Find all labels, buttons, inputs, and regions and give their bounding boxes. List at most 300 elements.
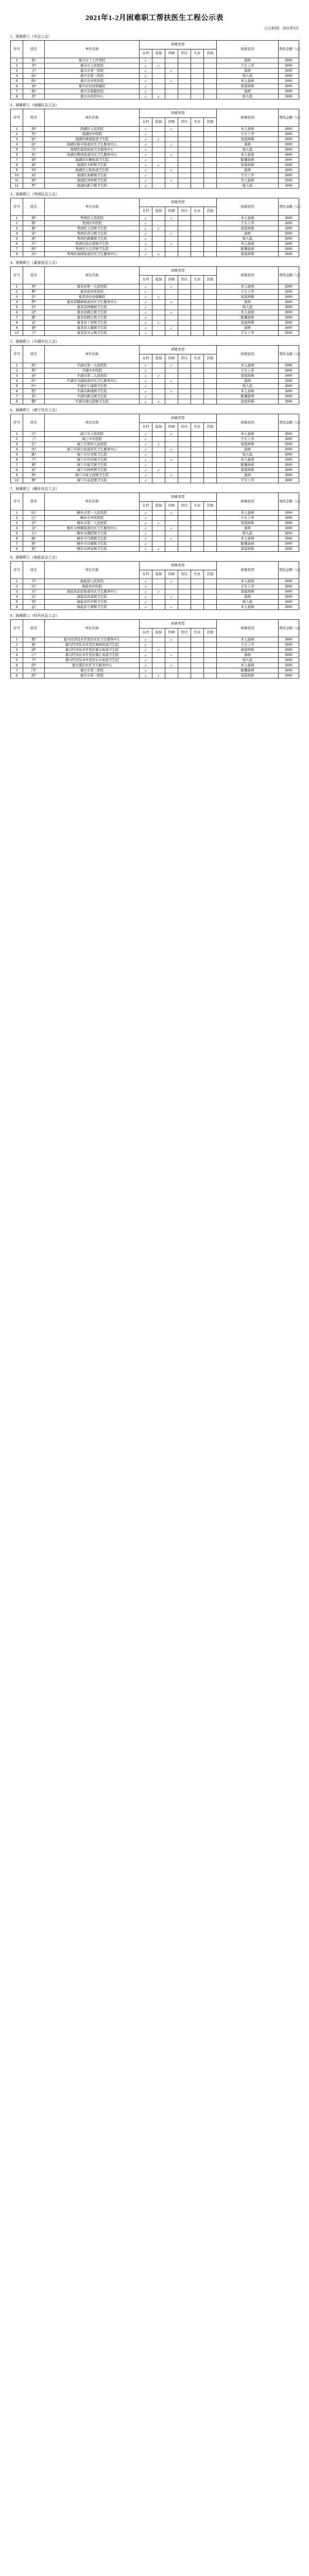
table-cell: 家庭困难 [217, 374, 279, 379]
table-cell [165, 315, 178, 320]
table-row [11, 236, 299, 242]
table-cell [191, 326, 204, 331]
table-cell [152, 183, 165, 189]
header-cell: 姓名 [23, 346, 45, 363]
header-cell: 困难原因 [217, 267, 279, 284]
subheader-cell: 因灾 [178, 118, 191, 127]
table-cell: 8 [11, 468, 23, 473]
table-cell [204, 300, 217, 305]
table-cell [152, 58, 165, 63]
table-cell: 3000 [279, 457, 299, 463]
table-cell [204, 437, 217, 442]
table-cell [204, 69, 217, 74]
table-cell: ✓ [140, 142, 152, 147]
table-cell [191, 127, 204, 132]
table-cell [165, 584, 178, 589]
table-cell [165, 221, 178, 226]
table-cell: ✓ [152, 468, 165, 473]
table-cell [204, 147, 217, 152]
table-cell: 家庭困难 [217, 137, 279, 142]
table-cell: 6 [11, 536, 23, 541]
table-cell: ✓ [140, 178, 152, 183]
table-cell [165, 442, 178, 447]
table-cell: 3000 [279, 541, 299, 547]
table-cell: 陈* [23, 79, 45, 84]
table-cell [191, 547, 204, 552]
table-cell [152, 173, 165, 178]
table-cell: 田* [23, 310, 45, 315]
table-cell [191, 242, 204, 247]
table-cell: ✓ [165, 663, 178, 668]
table-cell [191, 320, 204, 326]
table-cell [165, 84, 178, 89]
table-cell [152, 368, 165, 374]
table-cell: 3000 [279, 379, 299, 384]
header-cell: 序号 [11, 41, 23, 58]
header-cell: 困难原因 [217, 109, 279, 127]
table-cell [152, 511, 165, 516]
table-cell: 海宁市人民医院 [45, 432, 140, 437]
table-cell: ✓ [165, 326, 178, 331]
section-title: 1、困难职工（市总工会） [10, 35, 52, 39]
table-cell: 2 [11, 63, 23, 69]
table-cell [178, 457, 191, 463]
table-cell: 3 [11, 374, 23, 379]
table-cell: 2 [11, 516, 23, 521]
table-row [11, 84, 299, 89]
table-cell [191, 132, 204, 137]
table-cell [165, 252, 178, 257]
table-cell: 段* [23, 673, 45, 679]
table-row [11, 163, 299, 168]
table-row [11, 379, 299, 384]
table-cell [178, 600, 191, 605]
table-cell [165, 331, 178, 336]
table-cell: 嘉善县魏塘街道社区卫生服务中心 [45, 300, 140, 305]
table-row [11, 600, 299, 605]
table-cell [191, 584, 204, 589]
table-cell [152, 363, 165, 368]
table-cell: 嘉兴市妇幼保健院 [45, 84, 140, 89]
header-cell: 单位名称 [45, 267, 140, 284]
table-cell: 收入低 [217, 74, 279, 79]
table-cell: 3000 [279, 589, 299, 595]
table-row [11, 541, 299, 547]
table-cell [152, 152, 165, 158]
table-cell [178, 127, 191, 132]
header-cell: 姓名 [23, 41, 45, 58]
table-cell: 秀洲区洪合镇卫生院 [45, 231, 140, 236]
table-cell: ✓ [140, 663, 152, 668]
table-row [11, 310, 299, 315]
table-cell: 3000 [279, 389, 299, 394]
table-cell [152, 158, 165, 163]
table-cell [191, 399, 204, 404]
table-cell: 3000 [279, 58, 299, 63]
table-row [11, 648, 299, 653]
table-cell: 3000 [279, 368, 299, 374]
table-cell: 朱* [23, 152, 45, 158]
table-cell: 秀洲区中医院 [45, 221, 140, 226]
table-cell: 3 [11, 137, 23, 142]
table-cell [191, 511, 204, 516]
table-cell: 宋* [23, 231, 45, 236]
table-cell [178, 452, 191, 457]
table-cell [178, 516, 191, 521]
table-cell: ✓ [165, 579, 178, 584]
table-cell: 5 [11, 384, 23, 389]
table-cell: 嘉兴市工人疗养院 [45, 58, 140, 63]
table-cell: 南湖区七星街道卫生院 [45, 168, 140, 173]
table-cell: 6 [11, 84, 23, 89]
table-cell [204, 132, 217, 137]
table-cell: 本人患病 [217, 242, 279, 247]
table-cell [152, 300, 165, 305]
page-title: 2021年1-2月困难职工帮扶医生工程公示表 [85, 14, 224, 22]
table-cell [204, 473, 217, 478]
table-cell: 3000 [279, 142, 299, 147]
table-cell: 3000 [279, 605, 299, 610]
table-cell: 叶* [23, 384, 45, 389]
table-cell: 本人患病 [217, 310, 279, 315]
table-cell [178, 310, 191, 315]
table-cell: 收入低 [217, 183, 279, 189]
table-cell [191, 58, 204, 63]
section-title: 5、困难职工（平湖市总工会） [10, 340, 59, 344]
table-cell: 廖* [23, 536, 45, 541]
table-cell [191, 231, 204, 236]
table-cell: 本人患病 [217, 432, 279, 437]
table-cell: 3 [11, 69, 23, 74]
table-cell [152, 447, 165, 452]
table-cell: ✓ [140, 642, 152, 648]
table-row [11, 595, 299, 600]
table-cell: 嘉兴经济技术开发区嘉北街道卫生院 [45, 648, 140, 653]
subheader-cell: 因病 [165, 502, 178, 511]
header-cell: 帮扶金额（元） [279, 109, 299, 127]
sections-container [10, 34, 303, 679]
table-cell [204, 74, 217, 79]
table-cell [178, 547, 191, 552]
table-row [11, 221, 299, 226]
table-cell: ✓ [140, 183, 152, 189]
table-cell: 3000 [279, 152, 299, 158]
table-row [11, 58, 299, 63]
table-cell [204, 673, 217, 679]
table-cell: 3000 [279, 663, 299, 668]
table-cell [165, 305, 178, 310]
table-cell: ✓ [140, 653, 152, 658]
table-cell: 3000 [279, 63, 299, 69]
table-cell: 3000 [279, 600, 299, 605]
table-cell [178, 673, 191, 679]
table-cell: 3000 [279, 642, 299, 648]
table-row [11, 536, 299, 541]
table-cell [191, 384, 204, 389]
subheader-cell: 因灾 [178, 423, 191, 432]
table-cell: ✓ [152, 163, 165, 168]
table-cell [152, 541, 165, 547]
subheader-cell: 其他 [204, 207, 217, 216]
table-cell: ✓ [165, 69, 178, 74]
table-cell: ✓ [165, 300, 178, 305]
table-cell: 3000 [279, 531, 299, 536]
table-cell: 何* [23, 168, 45, 173]
table-cell: 余* [23, 374, 45, 379]
table-cell: 邱* [23, 648, 45, 653]
table-cell [165, 547, 178, 552]
table-cell: ✓ [165, 432, 178, 437]
table-cell: 患病 [217, 142, 279, 147]
table-cell: ✓ [140, 226, 152, 231]
table-row [11, 242, 299, 247]
table-cell: ✓ [152, 94, 165, 99]
table-row [11, 158, 299, 163]
table-cell: 本人患病 [217, 605, 279, 610]
table-cell: 嘉善县陶庄镇卫生院 [45, 315, 140, 320]
table-row [11, 374, 299, 379]
table-cell: ✓ [140, 442, 152, 447]
table-row [11, 637, 299, 642]
table-cell: ✓ [140, 437, 152, 442]
table-cell: 4 [11, 595, 23, 600]
table-cell [165, 521, 178, 526]
table-cell: 吕* [23, 432, 45, 437]
table-cell: 南湖区大桥镇卫生院 [45, 163, 140, 168]
table-cell: ✓ [140, 668, 152, 673]
section-title: 7、困难职工（桐乡市总工会） [10, 487, 59, 491]
table-cell [191, 389, 204, 394]
table-cell: ✓ [165, 127, 178, 132]
table-cell: ✓ [140, 290, 152, 295]
table-cell: ✓ [140, 295, 152, 300]
table-cell [165, 132, 178, 137]
table-cell [191, 152, 204, 158]
table-cell: 家庭困难 [217, 295, 279, 300]
table-cell: 配偶患病 [217, 463, 279, 468]
table-cell [178, 305, 191, 310]
table-cell [178, 326, 191, 331]
table-cell [204, 584, 217, 589]
subheader-cell: 其他 [204, 423, 217, 432]
table-cell [178, 368, 191, 374]
table-cell: 5 [11, 600, 23, 605]
subheader-cell: 其他 [204, 502, 217, 511]
table-row [11, 363, 299, 368]
table-cell: ✓ [140, 658, 152, 663]
header-cell: 单位名称 [45, 562, 140, 579]
table-cell: ✓ [152, 374, 165, 379]
table-row [11, 290, 299, 295]
table-row [11, 432, 299, 437]
table-cell: 子女上学 [217, 331, 279, 336]
table-cell: 11 [11, 178, 23, 183]
table-cell [178, 137, 191, 142]
table-cell [204, 637, 217, 642]
table-cell [191, 653, 204, 658]
table-cell: 3000 [279, 221, 299, 226]
table-cell [178, 252, 191, 257]
table-cell: ✓ [140, 547, 152, 552]
table-cell: 苏* [23, 394, 45, 399]
table-cell: 3000 [279, 168, 299, 173]
table-cell: 本人患病 [217, 216, 279, 221]
table-cell: 秀洲区王店镇卫生院 [45, 226, 140, 231]
table-cell [165, 147, 178, 152]
table-row [11, 521, 299, 526]
section-title: 6、困难职工（海宁市总工会） [10, 408, 59, 412]
table-cell [178, 584, 191, 589]
table-cell: 闫* [23, 668, 45, 673]
table-cell [204, 183, 217, 189]
table-cell [178, 300, 191, 305]
table-cell [191, 447, 204, 452]
header-row [11, 620, 299, 629]
header-cell: 序号 [11, 562, 23, 579]
table-cell [152, 584, 165, 589]
table-cell: 林* [23, 178, 45, 183]
header-cell: 单位名称 [45, 620, 140, 637]
table-row [11, 305, 299, 310]
table-row [11, 69, 299, 74]
header-cell: 单位名称 [45, 198, 140, 216]
table-cell: 10 [11, 331, 23, 336]
table-cell: ✓ [140, 147, 152, 152]
table-cell [152, 536, 165, 541]
table-cell [165, 531, 178, 536]
table-cell [178, 168, 191, 173]
table-cell [178, 521, 191, 526]
table-cell: 患病 [217, 653, 279, 658]
header-cell: 姓名 [23, 109, 45, 127]
table-cell: 南湖区新丰镇卫生院 [45, 183, 140, 189]
table-cell: 桐乡市乌镇镇卫生院 [45, 536, 140, 541]
table-cell [165, 478, 178, 483]
table-cell: 崔* [23, 468, 45, 473]
table-cell: 8 [11, 399, 23, 404]
table-cell: ✓ [165, 536, 178, 541]
table-cell [165, 668, 178, 673]
table-cell: 收入低 [217, 658, 279, 663]
table-cell: 海宁市第四人民医院 [45, 442, 140, 447]
table-cell [178, 84, 191, 89]
table-cell [204, 231, 217, 236]
subheader-cell: 因灾 [178, 502, 191, 511]
table-cell: 3000 [279, 247, 299, 252]
table-cell [191, 173, 204, 178]
table-cell: 海盐县中医院 [45, 584, 140, 589]
table-cell [178, 132, 191, 137]
beneficiary-table [10, 561, 303, 610]
subheader-cell: 因病 [165, 276, 178, 284]
table-cell [191, 84, 204, 89]
table-cell: 家庭困难 [217, 468, 279, 473]
table-cell [178, 526, 191, 531]
table-cell: 3000 [279, 331, 299, 336]
subheader-cell: 因病 [165, 207, 178, 216]
table-cell: 邹* [23, 600, 45, 605]
beneficiary-table [10, 619, 303, 679]
table-cell: ✓ [140, 132, 152, 137]
table-cell [204, 79, 217, 84]
table-cell [204, 653, 217, 658]
header-cell: 单位名称 [45, 414, 140, 432]
table-cell [204, 463, 217, 468]
header-cell: 困难类型 [140, 109, 217, 118]
header-cell: 姓名 [23, 493, 45, 511]
header-cell: 帮扶金额（元） [279, 198, 299, 216]
table-cell: 海宁市盐官镇卫生院 [45, 463, 140, 468]
table-cell [152, 668, 165, 673]
table-cell [152, 600, 165, 605]
table-cell: ✓ [140, 673, 152, 679]
header-cell: 单位名称 [45, 493, 140, 511]
table-cell [178, 216, 191, 221]
table-cell [204, 158, 217, 163]
table-cell: 3000 [279, 399, 299, 404]
table-cell [191, 516, 204, 521]
table-cell: 南湖区东栅街道卫生院 [45, 158, 140, 163]
table-cell [152, 379, 165, 384]
table-cell [178, 94, 191, 99]
section-title: 2、困难职工（南湖区总工会） [10, 103, 59, 107]
table-cell: 本人患病 [217, 536, 279, 541]
table-cell: 秀洲区王江泾镇卫生院 [45, 247, 140, 252]
table-cell [191, 310, 204, 315]
table-cell: 收入低 [217, 384, 279, 389]
table-cell: 任* [23, 442, 45, 447]
table-cell: 子女上学 [217, 221, 279, 226]
table-cell [178, 158, 191, 163]
table-cell [152, 221, 165, 226]
table-cell: 配偶患病 [217, 158, 279, 163]
table-cell [152, 526, 165, 531]
table-cell: 3000 [279, 473, 299, 478]
table-cell: 3000 [279, 452, 299, 457]
table-cell: 患病 [217, 447, 279, 452]
table-cell [191, 295, 204, 300]
table-row [11, 663, 299, 668]
header-cell: 姓名 [23, 562, 45, 579]
header-cell: 姓名 [23, 414, 45, 432]
header-row [11, 109, 299, 118]
table-cell: 王* [23, 69, 45, 74]
table-cell [165, 236, 178, 242]
subheader-cell: 低保 [152, 354, 165, 363]
table-cell [191, 648, 204, 653]
table-cell: 患病 [217, 595, 279, 600]
table-row [11, 584, 299, 589]
table-cell: 蔡* [23, 368, 45, 374]
table-cell [191, 331, 204, 336]
header-row [11, 346, 299, 354]
table-cell: 赵* [23, 74, 45, 79]
table-cell: ✓ [140, 158, 152, 163]
table-cell: 3000 [279, 315, 299, 320]
table-cell [178, 579, 191, 584]
section-title: 9、困难职工（经开区总工会） [10, 614, 59, 618]
table-row [11, 247, 299, 252]
header-cell: 单位名称 [45, 109, 140, 127]
section [10, 613, 303, 679]
table-cell: 患病 [217, 526, 279, 531]
table-cell [191, 63, 204, 69]
table-cell [204, 447, 217, 452]
table-cell [191, 442, 204, 447]
subheader-cell: 因灾 [178, 570, 191, 579]
table-cell: 许* [23, 242, 45, 247]
header-row [11, 493, 299, 502]
